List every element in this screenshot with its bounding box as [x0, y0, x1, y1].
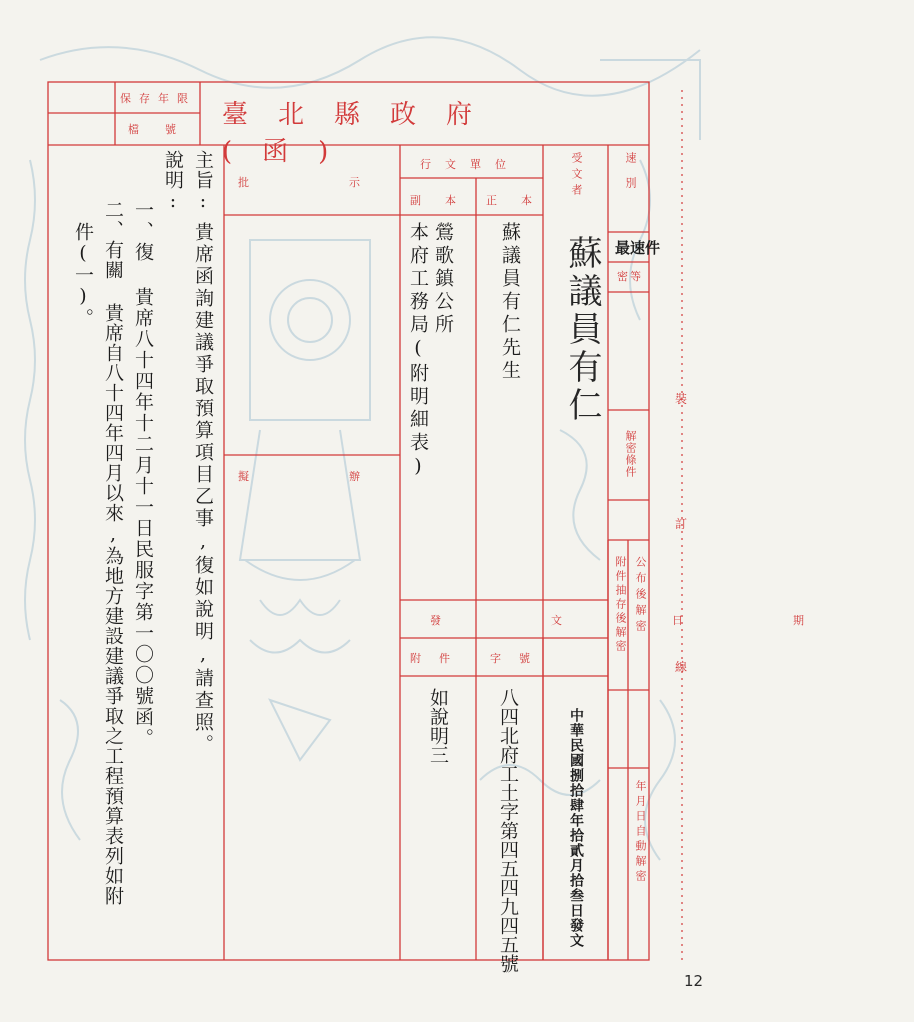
- copy-recipient-2: 本府工務局(附明細表): [407, 222, 429, 481]
- declass-option-auto-date: 年月日自動解密: [634, 780, 647, 885]
- explanation-item-2: 二、有關 貴席自八十四年四月以來,為地方建設建議爭取之工程預算表列如附: [102, 200, 124, 906]
- attachment-header: 附件: [410, 652, 468, 665]
- file-number-label: 檔號: [128, 123, 202, 136]
- binding-mark-2: 訂: [675, 517, 688, 531]
- subject-label: 主旨:: [192, 150, 214, 213]
- explanation-item-2-continued: 件(一)。: [72, 222, 94, 328]
- retention-label: 保存年限: [120, 92, 196, 105]
- issue-number-header: 字號: [490, 652, 548, 665]
- recipient-label: 受文者: [570, 152, 583, 200]
- declassification-label: 解密條件: [624, 430, 637, 478]
- document-title: 臺北縣政府(函): [222, 100, 503, 167]
- issue-date-header: 發文日期: [430, 614, 914, 627]
- subject-text: 貴席函詢建議爭取預算項目乙事,復如說明,請查照。: [192, 222, 214, 756]
- main-recipient-value: 蘇議員有仁先生: [499, 222, 521, 383]
- issue-date-value: 中華民國捌拾肆年拾貳月拾叁日發文: [568, 708, 584, 948]
- speed-value: 最速件: [615, 239, 661, 257]
- issue-number-value: 八四北府工土字第四五四九四五號: [497, 688, 519, 973]
- speed-label: 速別: [624, 152, 637, 202]
- explanation-item-1: 一、復 貴席八十四年十二月十一日民服字第一〇〇號函。: [132, 200, 154, 749]
- copy-label: 副本: [410, 194, 480, 207]
- declass-option-publish: 公布後解密: [634, 556, 647, 636]
- copy-recipient-1: 鶯歌鎮公所: [432, 222, 454, 337]
- explanation-label: 說明:: [162, 150, 184, 213]
- page-number: 12: [684, 972, 704, 990]
- approval-label: 批示: [238, 176, 460, 189]
- secrecy-label: 密等: [617, 270, 643, 283]
- draft-label: 擬辦: [238, 470, 460, 483]
- binding-mark-1: 裝: [675, 392, 688, 406]
- attachment-value: 如說明三: [427, 688, 449, 764]
- main-recipient-label: 正本: [486, 194, 556, 207]
- declass-option-attachment: 附件抽存後解密: [614, 556, 627, 654]
- recipient-handwritten: 蘇議員有仁: [562, 235, 602, 425]
- dept-label: 行文單位: [420, 158, 520, 171]
- binding-mark-3: 線: [675, 660, 688, 674]
